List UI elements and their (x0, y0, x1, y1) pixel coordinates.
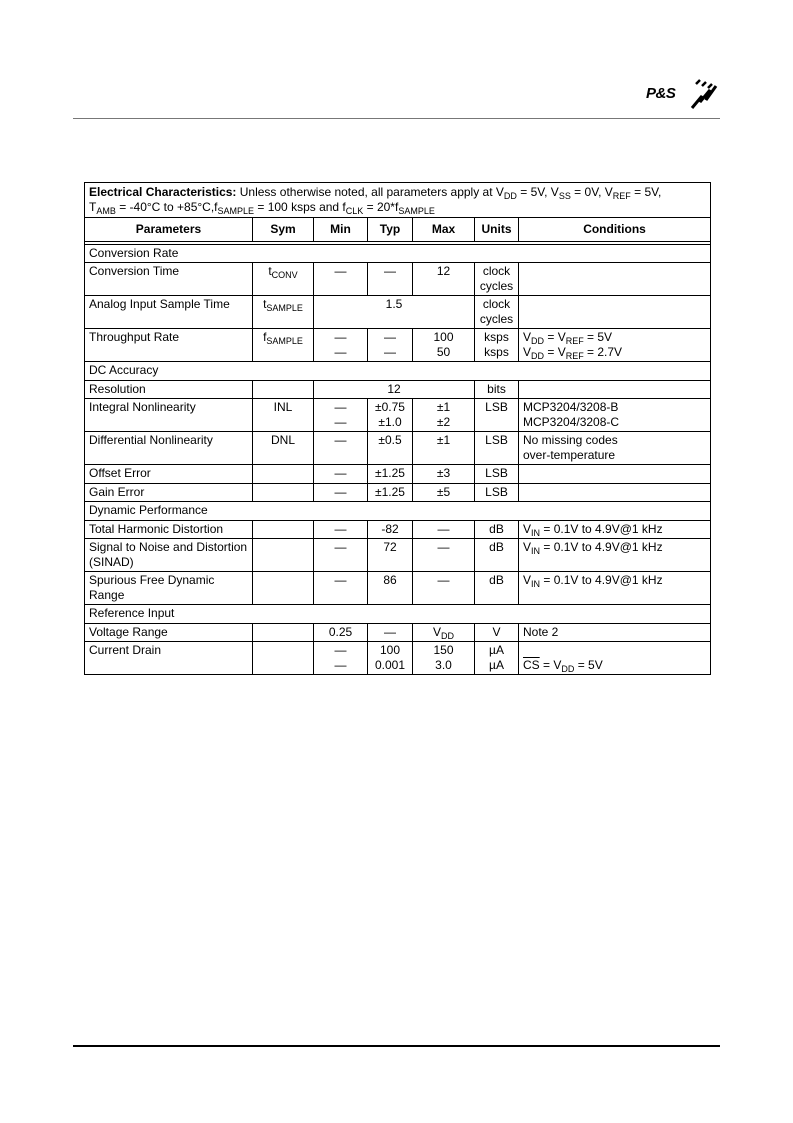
max-cell: — (413, 539, 475, 572)
min-cell: — (314, 539, 368, 572)
max-cell (413, 623, 475, 642)
min-value: — (334, 643, 347, 657)
table-row (85, 572, 711, 605)
caption-sub: SS (558, 191, 571, 201)
max-cell: 12 (413, 263, 475, 296)
sym-text: t (263, 297, 267, 311)
typ-value: — (384, 330, 396, 344)
min-cell (314, 329, 368, 362)
conditions-cell (519, 399, 711, 432)
min-cell: 0.25 (314, 623, 368, 642)
min-value: — (334, 414, 347, 429)
table-row (85, 483, 711, 502)
caption-sub: CLK (345, 206, 364, 216)
max-value: V (432, 624, 441, 639)
min-value: — (334, 330, 347, 344)
table-row (85, 465, 711, 484)
section-heading: Conversion Rate (85, 244, 711, 263)
min-cell: — (314, 520, 368, 539)
cond-sub: DD (531, 336, 545, 346)
sym-sub: SAMPLE (266, 336, 303, 346)
column-header: Parameters (85, 218, 253, 242)
sym-cell (253, 483, 314, 502)
param-text: Spurious Free Dynamic (89, 573, 215, 587)
units-cell: bits (475, 380, 519, 399)
cond-text: = 0.1V to 4.9V@1 kHz (540, 573, 663, 587)
min-cell: — (314, 483, 368, 502)
max-cell (413, 329, 475, 362)
param-text: Range (89, 587, 125, 602)
cond-sub: REF (565, 350, 584, 361)
units-cell: dB (475, 572, 519, 605)
cond-text: = V (539, 657, 562, 672)
section-heading: Reference Input (85, 605, 711, 624)
units-cell (475, 263, 519, 296)
typ-value: ±0.75 (375, 400, 405, 414)
conditions-cell (519, 642, 711, 675)
units-cell: V (475, 623, 519, 642)
typ-cell (368, 329, 413, 362)
units-cell: LSB (475, 399, 519, 432)
units-text: µA (489, 643, 504, 657)
sym-cell (253, 623, 314, 642)
param-cell (85, 539, 253, 572)
table-row (85, 642, 711, 675)
cond-text: = V (544, 330, 566, 344)
cond-sub: IN (531, 546, 541, 556)
caption-sub: DD (503, 191, 517, 201)
typ-cell: — (368, 263, 413, 296)
max-cell: ±5 (413, 483, 475, 502)
min-value: — (334, 400, 347, 414)
param-cell: Differential Nonlinearity (85, 432, 253, 465)
param-cell: Conversion Time (85, 263, 253, 296)
cond-text: MCP3204/3208-C (523, 414, 620, 429)
typ-cell: ±1.25 (368, 483, 413, 502)
sym-cell (253, 520, 314, 539)
cond-text: V (523, 344, 532, 359)
conditions-cell (519, 520, 711, 539)
param-cell: Integral Nonlinearity (85, 399, 253, 432)
column-header: Conditions (519, 218, 711, 242)
max-cell (413, 642, 475, 675)
min-cell: — (314, 465, 368, 484)
units-cell (475, 642, 519, 675)
conditions-cell (519, 465, 711, 484)
caption-text: = 20*f (363, 200, 399, 214)
typ-cell: -82 (368, 520, 413, 539)
max-value: ±2 (436, 414, 451, 429)
typ-cell: ±1.25 (368, 465, 413, 484)
company-logo (646, 78, 720, 112)
typ-cell: 12 (314, 380, 475, 399)
max-cell (413, 399, 475, 432)
conditions-cell (519, 432, 711, 465)
conditions-cell (519, 483, 711, 502)
max-cell: ±3 (413, 465, 475, 484)
max-value: 100 (433, 330, 454, 344)
cond-text: = 5V (583, 330, 613, 344)
table-row (85, 329, 711, 362)
caption-text: = -40°C to +85°C,f (115, 200, 218, 214)
cond-sub: REF (565, 336, 584, 346)
cond-text: = 0.1V to 4.9V@1 kHz (540, 540, 663, 554)
max-value: 3.0 (435, 657, 452, 672)
min-cell: — (314, 432, 368, 465)
conditions-cell (519, 539, 711, 572)
max-cell: — (413, 572, 475, 605)
cond-text: V (523, 540, 532, 554)
column-header: Typ (368, 218, 413, 242)
cond-text: = 2.7V (583, 344, 623, 359)
units-text: clock (482, 297, 511, 311)
param-cell: Current Drain (85, 642, 253, 675)
sym-cell (253, 329, 314, 362)
caption-text: = 100 ksps and f (254, 200, 346, 214)
caption-text: = 5V, (630, 185, 662, 199)
caption-lead: Electrical Characteristics: (89, 185, 237, 199)
section-heading: Dynamic Performance (85, 502, 711, 521)
max-value: ±1 (436, 400, 451, 414)
typ-value: 100 (379, 643, 401, 657)
sym-sub: CONV (271, 270, 298, 280)
cond-text: V (523, 521, 532, 536)
conditions-cell: Note 2 (519, 623, 711, 642)
units-cell: dB (475, 539, 519, 572)
caption-sub: REF (612, 191, 631, 201)
typ-cell: 86 (368, 572, 413, 605)
units-cell: LSB (475, 432, 519, 465)
cond-text: $\overline{CS}$ (523, 657, 540, 672)
conditions-cell (519, 380, 711, 399)
param-text: (SINAD) (89, 554, 134, 569)
param-cell: Offset Error (85, 465, 253, 484)
units-cell (475, 329, 519, 362)
sym-cell (253, 642, 314, 675)
header-rule (73, 118, 720, 119)
min-cell: — (314, 263, 368, 296)
units-text: ksps (484, 344, 509, 359)
param-cell: Voltage Range (85, 623, 253, 642)
typ-cell: 72 (368, 539, 413, 572)
units-cell: dB (475, 520, 519, 539)
units-cell: LSB (475, 465, 519, 484)
param-cell: Throughput Rate (85, 329, 253, 362)
cond-sub: IN (531, 579, 541, 589)
sym-text: f (263, 330, 267, 344)
typ-cell: 1.5 (314, 296, 475, 329)
sym-cell: INL (253, 399, 314, 432)
min-cell (314, 642, 368, 675)
units-cell: LSB (475, 483, 519, 502)
electrical-characteristics-table (84, 182, 711, 675)
param-cell: Total Harmonic Distortion (85, 520, 253, 539)
sym-cell (253, 539, 314, 572)
logo-stripes-icon (688, 78, 718, 112)
column-header: Min (314, 218, 368, 242)
typ-value: ±1.0 (378, 414, 402, 429)
caption-text: T (89, 200, 97, 214)
sym-cell (253, 465, 314, 484)
units-text: clock (482, 264, 511, 278)
typ-value: — (384, 344, 396, 359)
typ-cell (368, 642, 413, 675)
param-cell: Gain Error (85, 483, 253, 502)
table-row (85, 623, 711, 642)
typ-value: 0.001 (374, 657, 406, 672)
typ-cell: ±0.5 (368, 432, 413, 465)
cond-sub: DD (561, 663, 575, 674)
table-row (85, 399, 711, 432)
typ-cell (368, 399, 413, 432)
conditions-cell (519, 572, 711, 605)
max-cell: ±1 (413, 432, 475, 465)
min-value: — (334, 344, 347, 359)
column-header: Units (475, 218, 519, 242)
sym-cell: DNL (253, 432, 314, 465)
sym-sub: SAMPLE (266, 303, 303, 313)
column-header: Sym (253, 218, 314, 242)
sym-cell (253, 296, 314, 329)
table-row (85, 296, 711, 329)
max-value: 150 (433, 643, 454, 657)
cond-text: V (523, 330, 532, 344)
max-value: 50 (436, 344, 451, 359)
param-cell: Analog Input Sample Time (85, 296, 253, 329)
sym-text: t (268, 264, 272, 278)
table-caption (85, 183, 711, 218)
min-cell: — (314, 572, 368, 605)
footer-rule (73, 1045, 720, 1047)
param-cell: Resolution (85, 380, 253, 399)
min-value: — (334, 657, 347, 672)
sym-cell (253, 380, 314, 399)
cond-text: = 0.1V to 4.9V@1 kHz (540, 521, 663, 536)
sym-cell (253, 263, 314, 296)
cond-sub: DD (531, 350, 545, 361)
units-cell (475, 296, 519, 329)
caption-sub: SAMPLE (217, 206, 255, 216)
conditions-cell (519, 329, 711, 362)
caption-text: = 5V, V (516, 185, 559, 199)
cond-sub: IN (531, 527, 541, 538)
table-row (85, 539, 711, 572)
logo-text: P&S (646, 85, 676, 102)
table-row (85, 520, 711, 539)
conditions-cell (519, 296, 711, 329)
cond-text: = V (544, 344, 566, 359)
caption-sub: AMB (96, 206, 116, 216)
max-cell: — (413, 520, 475, 539)
cond-text: = 5V (574, 657, 603, 672)
units-text: cycles (479, 311, 514, 326)
table-row (85, 263, 711, 296)
sym-cell (253, 572, 314, 605)
caption-sub: SAMPLE (398, 206, 435, 216)
cond-text: over-temperature (523, 447, 616, 462)
caption-text: Unless otherwise noted, all parameters apply at V (236, 185, 504, 199)
caption-text: = 0V, V (570, 185, 613, 199)
param-text: Signal to Noise and Distortion (89, 540, 248, 554)
column-header: Max (413, 218, 475, 242)
cond-text: V (523, 573, 532, 587)
param-cell (85, 572, 253, 605)
section-heading: DC Accuracy (85, 362, 711, 381)
conditions-cell (519, 263, 711, 296)
units-text: ksps (484, 330, 509, 344)
units-text: cycles (479, 278, 514, 293)
cond-text: No missing codes (523, 433, 618, 447)
units-text: µA (489, 657, 504, 672)
table-row (85, 432, 711, 465)
min-cell (314, 399, 368, 432)
column-header-row (85, 218, 711, 242)
table-row (85, 380, 711, 399)
max-sub: DD (441, 630, 454, 641)
cond-text: MCP3204/3208-B (523, 400, 619, 414)
typ-cell: — (368, 623, 413, 642)
